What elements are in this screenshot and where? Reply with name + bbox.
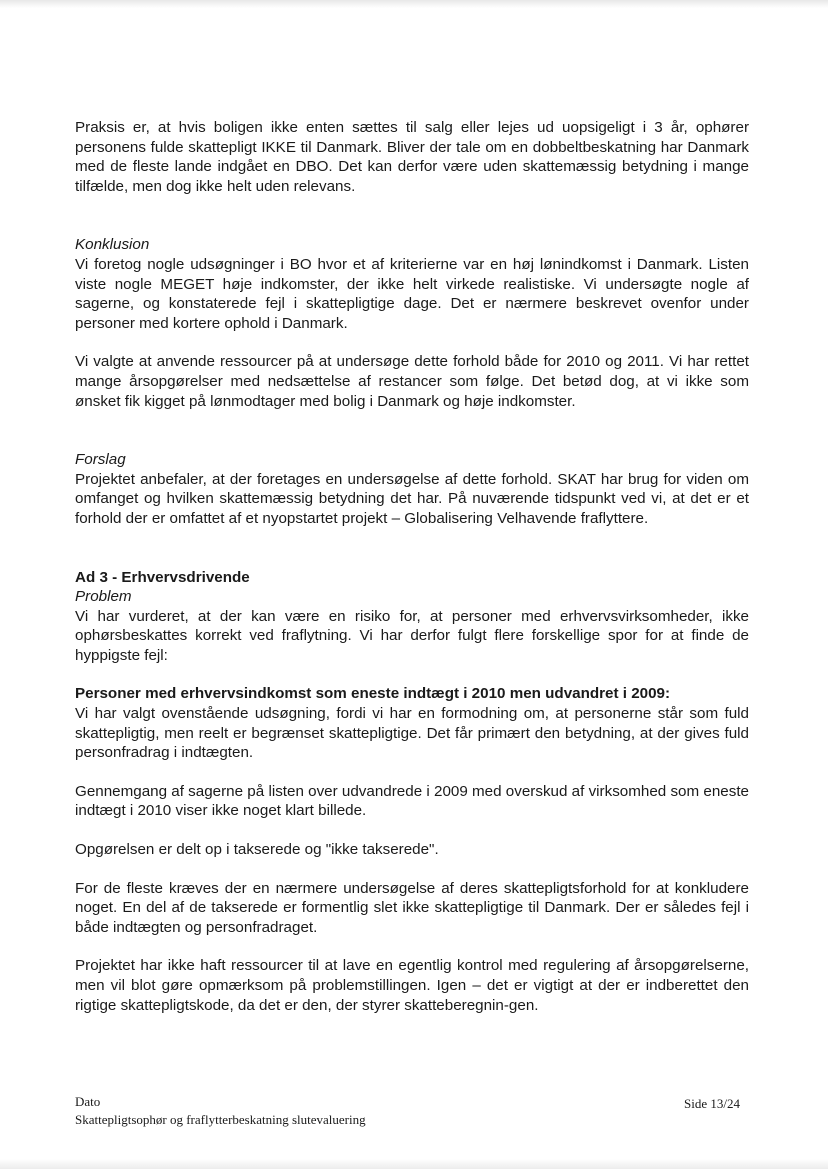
- paragraph-sub-2: Gennemgang af sagerne på listen over udvandrede i 2009 med overskud af virksomhed som eneste indtægt i 2010 viser ikke noget klart billede.: [75, 782, 749, 820]
- footer-left: [75, 1093, 366, 1129]
- footer-document-title: Skattepligtsophør og fraflytterbeskatning slutevaluering: [75, 1112, 366, 1127]
- document-body: [75, 118, 749, 1015]
- paragraph-problem: Vi har vurderet, at der kan være en risiko for, at personer med erhvervsvirksomheder, ikke ophørsbeskattes korrekt ved fraflytning. Vi har derfor fulgt flere forskellige spor for at finde de hyppigste fejl:: [75, 607, 749, 664]
- heading-ad3: Ad 3 - Erhvervsdrivende: [75, 568, 250, 586]
- paragraph-sub-5: Projektet har ikke haft ressourcer til at lave en egentlig kontrol med regulering af årsopgørelserne, men vil blot gøre opmærksom på problemstillingen. Igen – det er vigtigt at der er indberettet den rigtige skattepligtskode, da det er den, der styrer skatteberegnin-gen.: [75, 957, 749, 1014]
- scan-top-edge: [0, 0, 828, 8]
- footer-date-label: Dato: [75, 1094, 101, 1109]
- paragraph-konklusion-2: Vi valgte at anvende ressourcer på at undersøge dette forhold både for 2010 og 2011. Vi har rettet mange årsopgørelser med nedsættelse af restancer som følge. Det betød dog, at vi ikke som ønsket fik kigget på lønmodtager med bolig i Danmark og høje indkomster.: [75, 353, 749, 410]
- page-number: Side 13/24: [684, 1096, 740, 1111]
- heading-konklusion: Konklusion: [75, 236, 150, 254]
- paragraph-sub-1: Vi har valgt ovenstående udsøgning, fordi vi har en formodning om, at personerne står som fuld skattepligtig, men reelt er begrænset skattepligtige. Det får primært den betydning, at der gives fuld personfradrag i indtægten.: [75, 705, 749, 762]
- paragraph-konklusion-1: Vi foretog nogle udsøgninger i BO hvor et af kriterierne var en høj lønindkomst i Danmark. Listen viste nogle MEGET høje indkomster, der ikke helt virkede realistiske. Vi undersøgte nogle af sagerne, og konstaterede fejl i skattepligtige dage. Det er nærmere beskrevet ovenfor under personer med kortere ophold i Danmark.: [75, 255, 749, 332]
- paragraph-forslag: Projektet anbefaler, at der foretages en undersøgelse af dette forhold. SKAT har brug for viden om omfanget og hvilken skattemæssig betydning det har. På nuværende tidspunkt ved vi, at det er et forhold der er omfattet af et nyopstartet projekt – Globalisering Velhavende fraflyttere.: [75, 470, 749, 527]
- heading-problem: Problem: [75, 588, 132, 606]
- subheading-erhvervsindkomst: Personer med erhvervsindkomst som eneste indtægt i 2010 men udvandret i 2009:: [75, 685, 671, 703]
- paragraph-sub-4: For de fleste kræves der en nærmere undersøgelse af deres skattepligtsforhold for at konkludere noget. En del af de takserede er formentlig slet ikke skattepligtige til Danmark. Der er således fejl i både indtægten og personfradraget.: [75, 879, 749, 936]
- paragraph-sub-3: Opgørelsen er delt op i takserede og "ikke takserede".: [75, 841, 439, 859]
- scan-bottom-edge: [0, 1159, 828, 1169]
- heading-forslag: Forslag: [75, 451, 126, 469]
- paragraph-intro: Praksis er, at hvis boligen ikke enten sættes til salg eller lejes ud uopsigeligt i 3 år, ophører personens fulde skattepligt IKKE til Danmark. Bliver der tale om en dobbeltbeskatning har Danmark med de fleste lande indgået en DBO. Det kan derfor være uden skattemæssig betydning i mange tilfælde, men dog ikke helt uden relevans.: [75, 119, 749, 195]
